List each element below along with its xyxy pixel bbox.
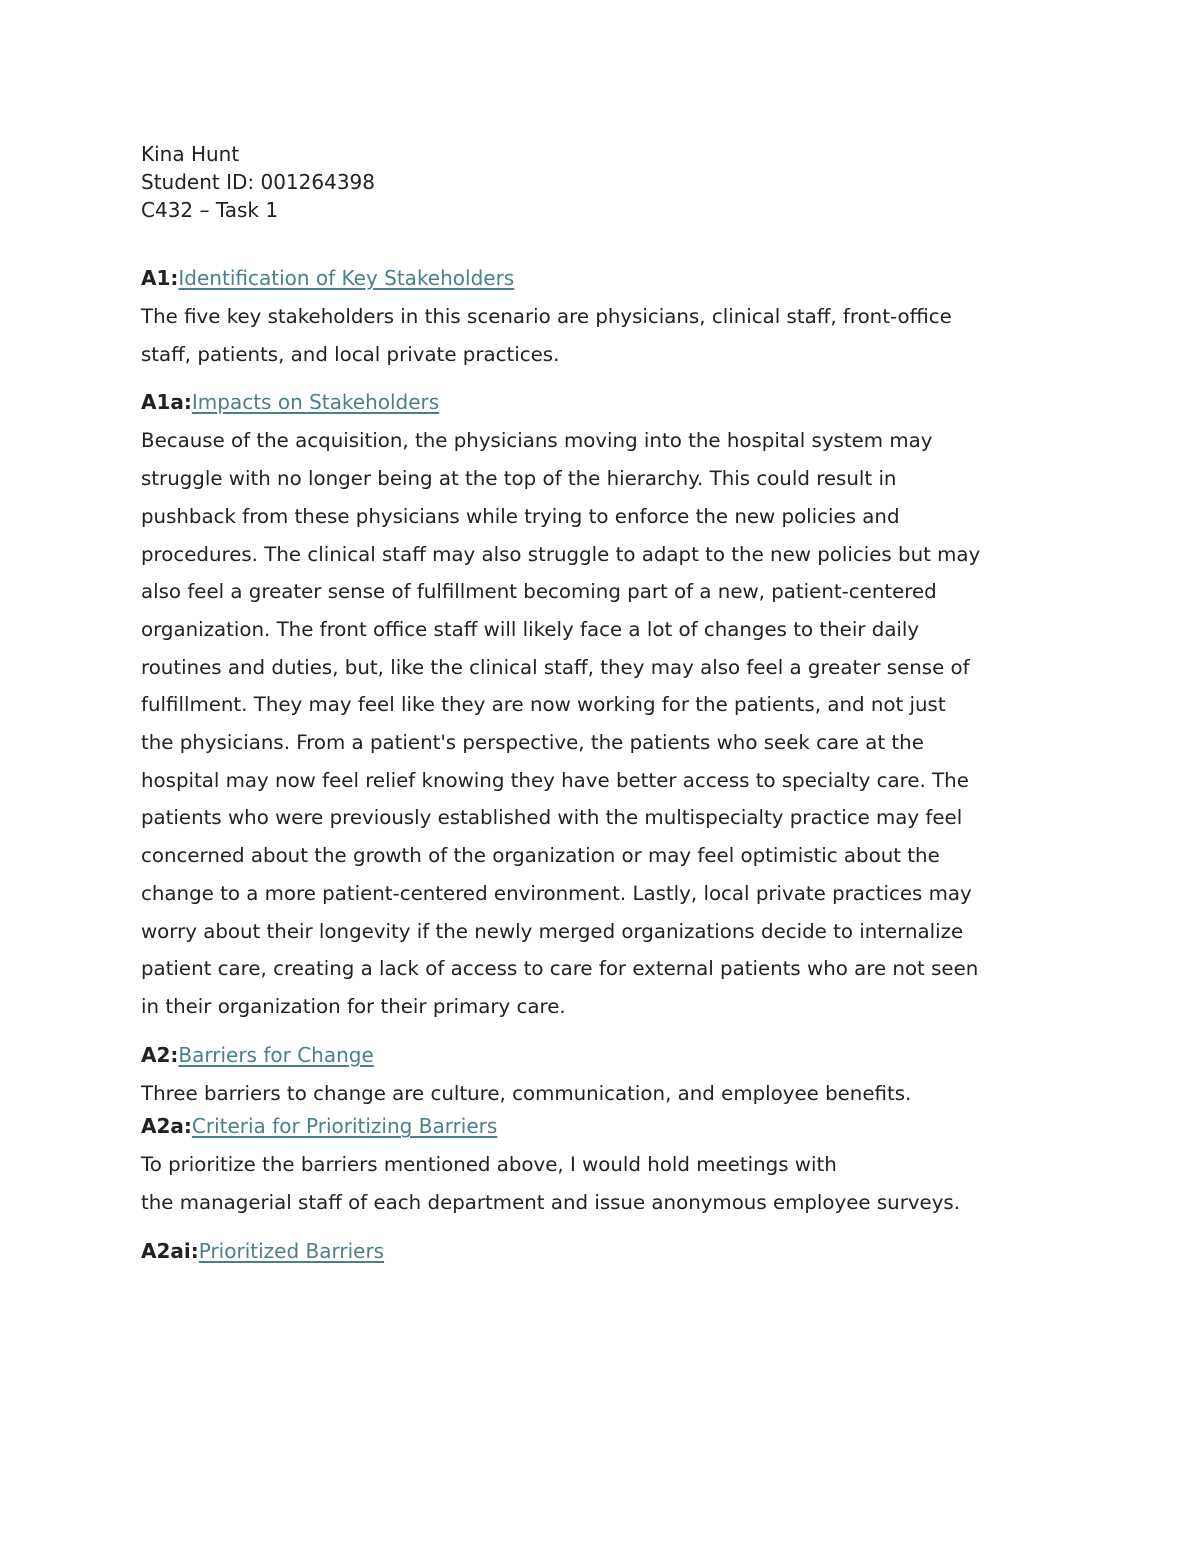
section-a2 — [141, 1041, 1071, 1113]
paragraph-line: procedures. The clinical staff may also struggle to adapt to the new policies but may — [141, 542, 981, 566]
section-a2ai-heading — [141, 1237, 1071, 1265]
course-task: C432 – Task 1 — [141, 198, 279, 222]
paragraph-line: fulfillment. They may feel like they are now working for the patients, and not just — [141, 693, 946, 717]
paragraph-line: To prioritize the barriers mentioned above, I would hold meetings with — [141, 1153, 837, 1177]
paragraph-line: routines and duties, but, like the clinical staff, they may also feel a greater sense of — [141, 655, 970, 679]
section-a1a-body — [141, 422, 1071, 1025]
paragraph-line: pushback from these physicians while trying to enforce the new policies and — [141, 504, 900, 528]
paragraph-line: in their organization for their primary care. — [141, 994, 566, 1018]
section-a2-body — [141, 1075, 1071, 1113]
document-page — [141, 140, 1071, 1265]
paragraph-line: the physicians. From a patient's perspective, the patients who seek care at the — [141, 731, 924, 755]
student-id: Student ID: 001264398 — [141, 170, 376, 194]
section-a2-heading — [141, 1041, 1071, 1069]
section-a2ai — [141, 1237, 1071, 1265]
paragraph-line: Three barriers to change are culture, communication, and employee benefits. — [141, 1081, 912, 1105]
section-a2a-title-link[interactable]: Criteria for Prioritizing Barriers — [191, 1114, 498, 1139]
paragraph-line: patients who were previously established with the multispecialty practice may feel — [141, 806, 963, 830]
section-a2a — [141, 1112, 1071, 1221]
paragraph-line: Because of the acquisition, the physicians moving into the hospital system may — [141, 429, 933, 453]
section-a1-heading — [141, 264, 1071, 292]
section-a1a-title-link[interactable]: Impacts on Stakeholders — [191, 390, 440, 415]
section-a2a-heading — [141, 1112, 1071, 1140]
section-a1a — [141, 388, 1071, 1025]
paragraph-line: patient care, creating a lack of access to care for external patients who are not seen — [141, 957, 979, 981]
section-a2-code: A2: — [141, 1042, 179, 1067]
paragraph-line: concerned about the growth of the organization or may feel optimistic about the — [141, 844, 940, 868]
section-a1-title-link[interactable]: Identification of Key Stakeholders — [178, 266, 515, 290]
section-a2a-code: A2a: — [141, 1114, 192, 1139]
paragraph-line: organization. The front office staff will likely face a lot of changes to their daily — [141, 617, 920, 641]
paragraph-line: hospital may now feel relief knowing they have better access to specialty care. The — [141, 768, 969, 792]
paragraph-line: also feel a greater sense of fulfillment becoming part of a new, patient-centered — [141, 580, 937, 604]
paragraph-line: staff, patients, and local private practices. — [141, 342, 560, 366]
section-a1a-code: A1a: — [141, 390, 192, 415]
section-a1-body — [141, 298, 1071, 373]
paragraph-line: worry about their longevity if the newly merged organizations decide to internalize — [141, 919, 964, 943]
section-a2ai-title-link[interactable]: Prioritized Barriers — [198, 1238, 385, 1263]
section-a2-title-link[interactable]: Barriers for Change — [178, 1042, 374, 1067]
paragraph-line: change to a more patient-centered environment. Lastly, local private practices may — [141, 881, 972, 905]
paragraph-line: struggle with no longer being at the top of the hierarchy. This could result in — [141, 467, 897, 491]
paragraph-line: The five key stakeholders in this scenario are physicians, clinical staff, front-office — [141, 305, 952, 328]
section-a2a-body — [141, 1146, 1071, 1221]
section-a1 — [141, 264, 1071, 373]
section-a1a-heading — [141, 388, 1071, 416]
section-a2ai-code: A2ai: — [141, 1238, 199, 1263]
author-name: Kina Hunt — [141, 142, 240, 166]
paragraph-line: the managerial staff of each department and issue anonymous employee surveys. — [141, 1191, 961, 1215]
section-a1-code: A1: — [141, 266, 179, 290]
